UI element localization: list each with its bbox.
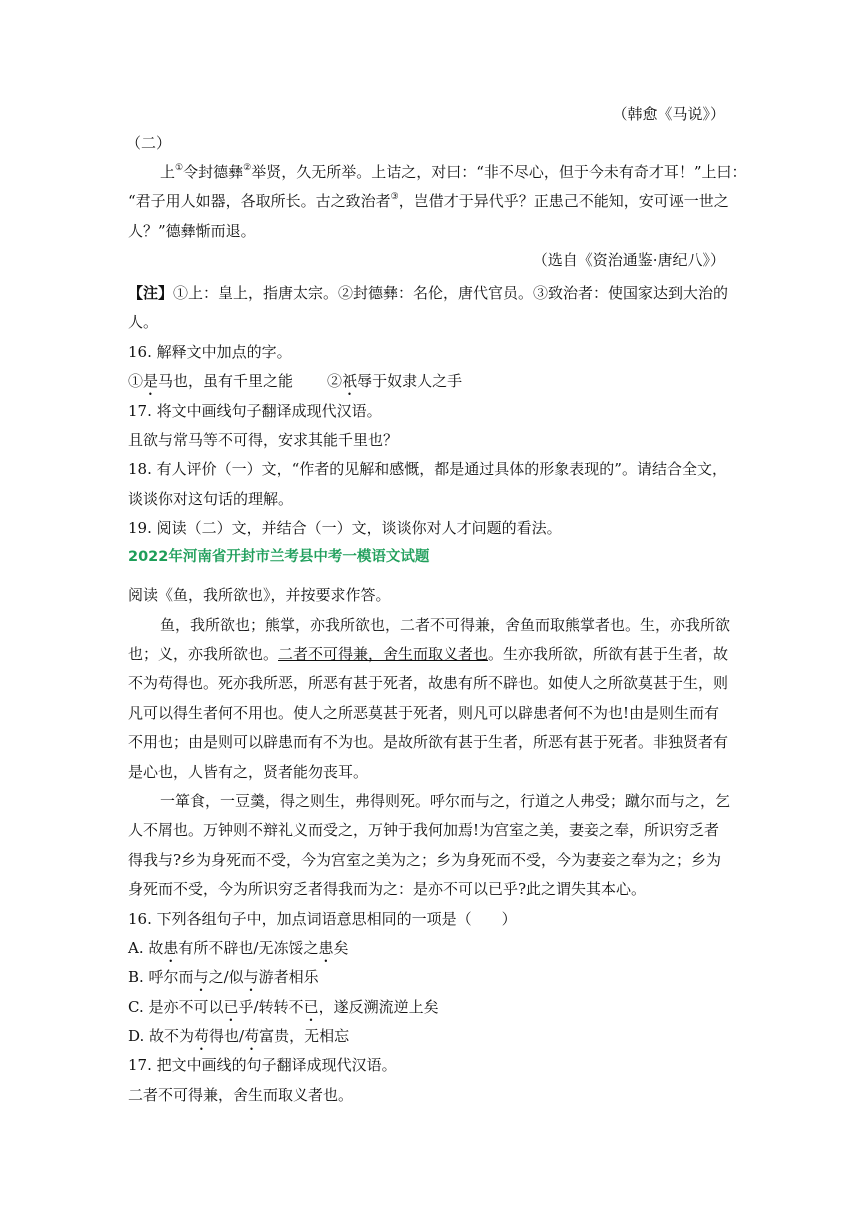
passage-yu-p1-line-2: 也；义，亦我所欲也。二者不可得兼，舍生而取义者也。生亦我所欲，所欲有甚于生者，故 xyxy=(128,645,729,663)
section-label-two: （二） xyxy=(126,134,172,152)
option-c: C. 是亦不可以已乎/转转不已，遂反溯流逆上矣 xyxy=(128,998,439,1016)
underlined-sentence: 二者不可得兼，舍生而取义者也 xyxy=(278,645,489,663)
passage-yu-p1-line-3: 不为苟得也。死亦我所恶，所恶有甚于死者，故患有所不辟也。如使人之所欲莫甚于生，则 xyxy=(128,674,729,692)
question-19-a: 19. 阅读（二）文，并结合（一）文，谈谈你对人才问题的看法。 xyxy=(128,519,562,537)
question-17-a: 17. 将文中画线句子翻译成现代汉语。 xyxy=(128,402,382,420)
annotation-note: 【注】①上：皇上，指唐太宗。②封德彝：名伦，唐代官员。③致治者：使国家达到大治的 xyxy=(128,284,729,302)
question-16-a: 16. 解释文中加点的字。 xyxy=(128,343,292,361)
question-18-a-cont: 谈谈你对这句话的理解。 xyxy=(128,490,294,508)
source-citation-zizhi: （选自《资治通鉴·唐纪八》） xyxy=(532,251,725,269)
option-b: B. 呼尔而与之/似与游者相乐 xyxy=(128,968,319,986)
passage-yu-p2-line-2: 人不屑也。万钟则不辩礼义而受之，万钟于我何加焉!为宫室之美，妻妾之奉，所识穷乏者 xyxy=(128,821,720,839)
question-18-a: 18. 有人评价（一）文，“作者的见解和感慨，都是通过具体的形象表现的”。请结合全文， xyxy=(128,460,727,478)
question-17-b: 17. 把文中画线的句子翻译成现代汉语。 xyxy=(128,1056,397,1074)
option-a: A. 故患有所不辟也/无冻馁之患矣 xyxy=(128,939,349,957)
passage-two-line-2: “君子用人如器，各取所长。古之致治者③，岂借才于异代乎？正患己不能知，安可诬一世之 xyxy=(128,192,729,210)
option-d: D. 故不为苟得也/苟富贵，无相忘 xyxy=(128,1027,350,1045)
passage-yu-p2-line-3: 得我与?乡为身死而不受，今为宫室之美为之；乡为身死而不受，今为妻妾之奉为之；乡为 xyxy=(128,851,722,869)
question-16-b: 16. 下列各组句子中，加点词语意思相同的一项是（ ） xyxy=(128,910,517,928)
passage-yu-p2-line-1: 一箪食，一豆羹，得之则生，弗得则死。呼尔而与之，行道之人弗受；蹴尔而与之，乞 xyxy=(160,792,731,810)
passage-yu-p1-line-6: 是心也，人皆有之，贤者能勿丧耳。 xyxy=(128,763,369,781)
passage-two-line-1: 上①令封德彝②举贤，久无所举。上诘之，对曰：“非不尽心，但于今未有奇才耳！”上曰： xyxy=(160,163,747,181)
passage-two-line-3: 人？”德彝惭而退。 xyxy=(128,222,256,240)
question-17-a-sentence: 且欲与常马等不可得，安求其能千里也？ xyxy=(128,431,399,449)
annotation-note-cont: 人。 xyxy=(128,313,159,331)
passage-yu-p1-line-1: 鱼，我所欲也；熊掌，亦我所欲也，二者不可得兼，舍鱼而取熊掌者也。生，亦我所欲 xyxy=(160,616,731,634)
question-17-b-sentence: 二者不可得兼，舍生而取义者也。 xyxy=(128,1086,354,1104)
passage-yu-p2-line-4: 身死而不受，今为所识穷乏者得我而为之：是亦不可以已乎?此之谓失其本心。 xyxy=(128,880,647,898)
question-16-a-items: ①是马也，虽有千里之能 ②祇辱于奴隶人之手 xyxy=(128,372,463,390)
source-citation-mashuo: （韩愈《马说》） xyxy=(612,105,725,123)
passage-yu-p1-line-5: 不用也；由是则可以辟患而有不为也。是故所欲有甚于生者，所恶有甚于死者。非独贤者有 xyxy=(128,733,729,751)
reading-instruction: 阅读《鱼，我所欲也》，并按要求作答。 xyxy=(128,586,391,604)
exam-heading: 2022年河南省开封市兰考县中考一模语文试题 xyxy=(128,549,430,565)
passage-yu-p1-line-4: 凡可以得生者何不用也。使人之所恶莫甚于死者，则凡可以辟患者何不为也!由是则生而有 xyxy=(128,704,720,722)
